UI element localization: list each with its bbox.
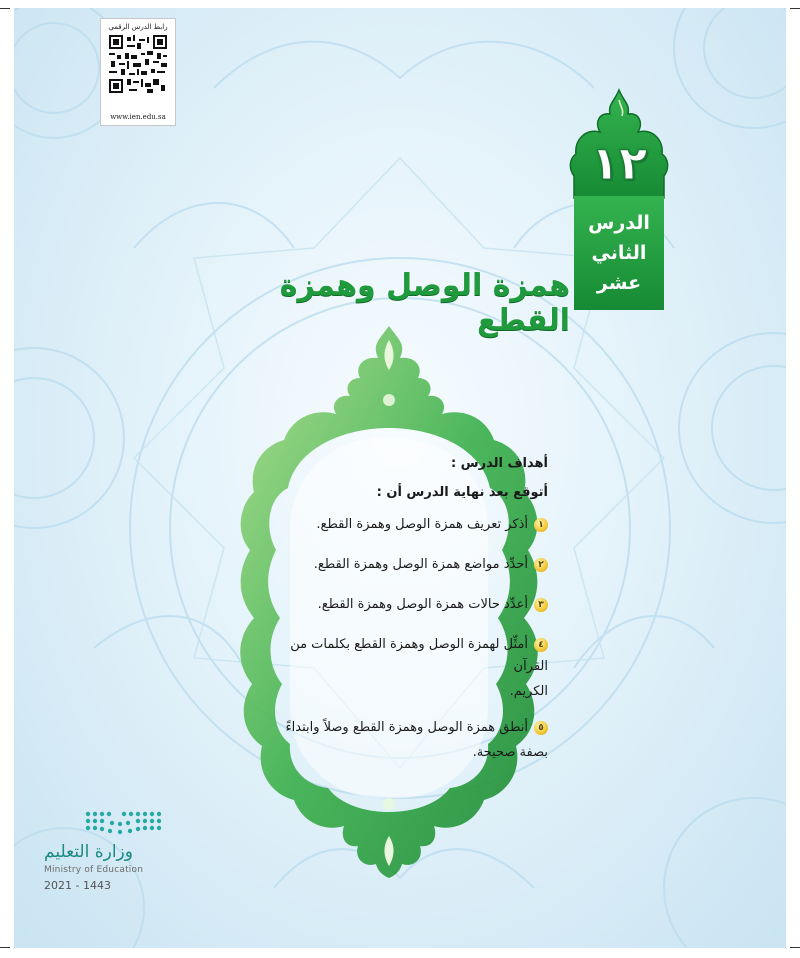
- objective-item: [258, 717, 548, 739]
- badge-line-2: الثاني: [591, 242, 647, 264]
- objective-text: أذكر تعريف همزة الوصل وهمزة القطع.: [316, 517, 528, 532]
- badge-line-1: الدرس: [588, 212, 650, 234]
- objective-number-badge: ٥: [534, 721, 548, 735]
- qr-code-icon: [109, 35, 167, 93]
- crop-mark: [0, 947, 10, 948]
- edition-year: 2021 - 1443: [44, 879, 111, 892]
- lesson-number-badge: [566, 88, 672, 310]
- crop-mark: [0, 8, 10, 9]
- qr-caption: رابط الدرس الرقمي: [108, 23, 168, 31]
- objectives-intro: أتوقع بعد نهاية الدرس أن :: [376, 485, 548, 500]
- crop-mark: [790, 8, 800, 9]
- objective-item: [258, 554, 548, 576]
- objective-text: أعدِّد حالات همزة الوصل وهمزة القطع.: [317, 597, 528, 612]
- objective-text: أمثِّل لهمزة الوصل وهمزة القطع بكلمات من القرآن: [290, 637, 548, 674]
- lesson-objectives: [258, 452, 548, 778]
- objectives-heading: أهداف الدرس :: [450, 456, 548, 471]
- lesson-number: ١٢: [590, 136, 648, 190]
- objective-text: أحدِّد مواضع همزة الوصل وهمزة القطع.: [313, 557, 528, 572]
- objective-text: أنطق همزة الوصل وهمزة القطع وصلاً وابتداءً: [285, 720, 528, 735]
- qr-code-card[interactable]: [100, 18, 176, 126]
- objective-item: [258, 594, 548, 616]
- badge-line-3: عشر: [596, 272, 642, 294]
- objective-number-badge: ١: [534, 518, 548, 532]
- objective-item: [258, 634, 548, 678]
- objective-continuation: بصفة صحيحة.: [472, 745, 548, 760]
- objective-number-badge: ٤: [534, 638, 548, 652]
- objective-number-badge: ٣: [534, 598, 548, 612]
- ministry-name-arabic: وزارة التعليم: [44, 842, 133, 862]
- ministry-name-english: Ministry of Education: [44, 865, 144, 875]
- objective-number-badge: ٢: [534, 558, 548, 572]
- qr-url[interactable]: www.ien.edu.sa: [110, 113, 166, 121]
- objective-continuation: الكريم.: [509, 684, 548, 699]
- lesson-title: همزة الوصل وهمزة القطع: [279, 268, 570, 338]
- crop-mark: [790, 947, 800, 948]
- objective-item: [258, 514, 548, 536]
